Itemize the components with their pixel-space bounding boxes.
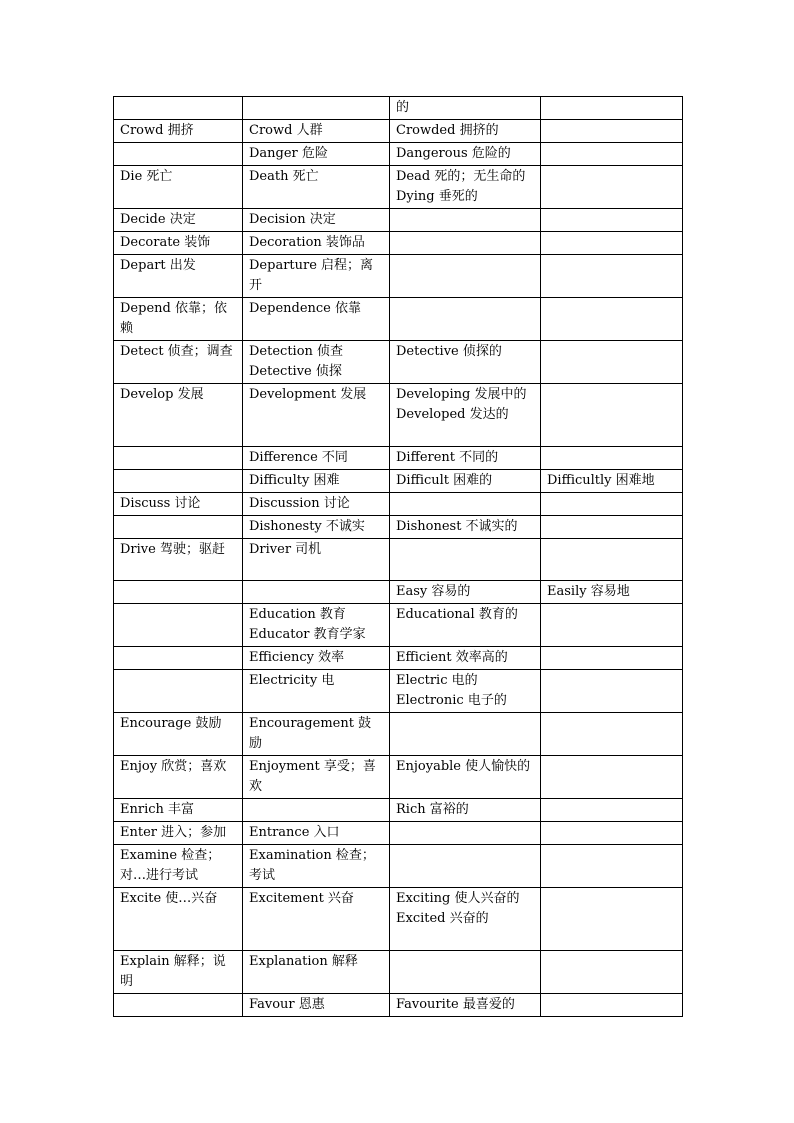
cell-noun <box>243 516 390 539</box>
cell-noun <box>243 209 390 232</box>
cell-adjective <box>390 539 541 581</box>
cell-text: Death 死亡 <box>249 169 319 184</box>
cell-adjective <box>390 232 541 255</box>
cell-text: Examination 检查；考试 <box>249 848 375 883</box>
cell-text: Crowded 拥挤的 <box>396 123 499 138</box>
cell-adjective <box>390 647 541 670</box>
table-row <box>114 447 683 470</box>
table-row <box>114 647 683 670</box>
cell-adjective <box>390 493 541 516</box>
cell-adjective <box>390 166 541 209</box>
cell-adjective <box>390 581 541 604</box>
cell-text: Developing 发展中的 <box>396 387 527 402</box>
table-row <box>114 845 683 888</box>
table-row <box>114 516 683 539</box>
cell-text: Excitement 兴奋 <box>249 891 354 906</box>
cell-verb <box>114 647 243 670</box>
table-row <box>114 232 683 255</box>
cell-text: Decide 决定 <box>120 212 196 227</box>
cell-text: Excited 兴奋的 <box>396 911 489 926</box>
cell-adjective <box>390 341 541 384</box>
cell-verb <box>114 581 243 604</box>
cell-adverb <box>541 493 683 516</box>
cell-text: Enter 进入；参加 <box>120 825 227 840</box>
cell-text: Detect 侦查；调查 <box>120 344 233 359</box>
table-row <box>114 951 683 994</box>
cell-text: Dishonest 不诚实的 <box>396 519 518 534</box>
cell-adverb <box>541 516 683 539</box>
cell-verb <box>114 994 243 1017</box>
cell-adjective <box>390 994 541 1017</box>
cell-adjective <box>390 822 541 845</box>
cell-adjective <box>390 97 541 120</box>
cell-verb <box>114 756 243 799</box>
cell-adverb <box>541 120 683 143</box>
cell-adjective <box>390 209 541 232</box>
cell-adjective <box>390 298 541 341</box>
cell-noun <box>243 756 390 799</box>
cell-text: 的 <box>396 100 410 115</box>
cell-verb <box>114 447 243 470</box>
table-row <box>114 581 683 604</box>
cell-noun <box>243 647 390 670</box>
table-row <box>114 670 683 713</box>
cell-noun <box>243 447 390 470</box>
cell-adverb <box>541 232 683 255</box>
cell-noun <box>243 888 390 951</box>
cell-adverb <box>541 470 683 493</box>
cell-text: Discuss 讨论 <box>120 496 201 511</box>
cell-adverb <box>541 166 683 209</box>
cell-text: Electronic 电子的 <box>396 693 507 708</box>
cell-verb <box>114 120 243 143</box>
cell-text: Rich 富裕的 <box>396 802 469 817</box>
cell-noun <box>243 384 390 447</box>
cell-noun <box>243 166 390 209</box>
cell-noun <box>243 799 390 822</box>
table-row <box>114 799 683 822</box>
cell-text: Depend 依靠；依赖 <box>120 301 227 336</box>
cell-adverb <box>541 447 683 470</box>
cell-noun <box>243 298 390 341</box>
cell-verb <box>114 384 243 447</box>
cell-noun <box>243 120 390 143</box>
cell-adverb <box>541 713 683 756</box>
cell-verb <box>114 539 243 581</box>
cell-verb <box>114 713 243 756</box>
cell-adverb <box>541 888 683 951</box>
cell-text: Detective 侦探的 <box>396 344 502 359</box>
cell-text: Enrich 丰富 <box>120 802 195 817</box>
cell-text: Detection 侦查 <box>249 344 344 359</box>
cell-verb <box>114 670 243 713</box>
table-row <box>114 756 683 799</box>
cell-verb <box>114 143 243 166</box>
cell-adjective <box>390 756 541 799</box>
table-row <box>114 143 683 166</box>
cell-text: Encouragement 鼓励 <box>249 716 372 751</box>
table-row <box>114 298 683 341</box>
table-row <box>114 384 683 447</box>
cell-text: Efficiency 效率 <box>249 650 345 665</box>
cell-noun <box>243 493 390 516</box>
cell-text: Driver 司机 <box>249 542 322 557</box>
table-row <box>114 713 683 756</box>
table-row <box>114 822 683 845</box>
cell-adverb <box>541 822 683 845</box>
cell-adverb <box>541 994 683 1017</box>
cell-adverb <box>541 384 683 447</box>
cell-text: Dying 垂死的 <box>396 189 478 204</box>
cell-verb <box>114 951 243 994</box>
cell-verb <box>114 341 243 384</box>
cell-noun <box>243 97 390 120</box>
table-row <box>114 539 683 581</box>
cell-text: Develop 发展 <box>120 387 204 402</box>
cell-verb <box>114 232 243 255</box>
cell-noun <box>243 581 390 604</box>
cell-text: Enjoyable 使人愉快的 <box>396 759 531 774</box>
table-row <box>114 888 683 951</box>
cell-verb <box>114 209 243 232</box>
cell-verb <box>114 97 243 120</box>
cell-adjective <box>390 255 541 298</box>
cell-adverb <box>541 951 683 994</box>
cell-text: Exciting 使人兴奋的 <box>396 891 520 906</box>
cell-adjective <box>390 670 541 713</box>
cell-noun <box>243 845 390 888</box>
cell-verb <box>114 845 243 888</box>
cell-adverb <box>541 604 683 647</box>
cell-adverb <box>541 756 683 799</box>
cell-text: Electric 电的 <box>396 673 478 688</box>
cell-text: Entrance 入口 <box>249 825 340 840</box>
table-row <box>114 97 683 120</box>
cell-text: Enjoyment 享受；喜欢 <box>249 759 376 794</box>
cell-adverb <box>541 845 683 888</box>
cell-text: Crowd 人群 <box>249 123 323 138</box>
cell-text: Difficult 困难的 <box>396 473 493 488</box>
cell-text: Dishonesty 不诚实 <box>249 519 365 534</box>
cell-noun <box>243 470 390 493</box>
cell-adverb <box>541 539 683 581</box>
cell-text: Drive 驾驶；驱赶 <box>120 542 225 557</box>
cell-noun <box>243 713 390 756</box>
cell-text: Favourite 最喜爱的 <box>396 997 515 1012</box>
cell-adverb <box>541 647 683 670</box>
cell-verb <box>114 604 243 647</box>
cell-adjective <box>390 447 541 470</box>
table-row <box>114 604 683 647</box>
table-row <box>114 255 683 298</box>
cell-adjective <box>390 604 541 647</box>
cell-adverb <box>541 143 683 166</box>
cell-adverb <box>541 581 683 604</box>
cell-noun <box>243 951 390 994</box>
cell-text: Different 不同的 <box>396 450 499 465</box>
cell-verb <box>114 166 243 209</box>
cell-noun <box>243 232 390 255</box>
cell-adverb <box>541 97 683 120</box>
cell-adjective <box>390 845 541 888</box>
cell-text: Crowd 拥挤 <box>120 123 194 138</box>
cell-adjective <box>390 951 541 994</box>
cell-text: Examine 检查；对…进行考试 <box>120 848 221 883</box>
cell-text: Danger 危险 <box>249 146 328 161</box>
cell-adverb <box>541 799 683 822</box>
vocabulary-table-body <box>114 97 683 1017</box>
cell-verb <box>114 470 243 493</box>
cell-adverb <box>541 341 683 384</box>
cell-noun <box>243 670 390 713</box>
cell-text: Electricity 电 <box>249 673 335 688</box>
cell-text: Educational 教育的 <box>396 607 518 622</box>
cell-text: Favour 恩惠 <box>249 997 325 1012</box>
cell-text: Explain 解释；说明 <box>120 954 226 989</box>
cell-adjective <box>390 516 541 539</box>
cell-adjective <box>390 888 541 951</box>
cell-text: Easily 容易地 <box>547 584 630 599</box>
cell-text: Difficultly 困难地 <box>547 473 655 488</box>
cell-noun <box>243 255 390 298</box>
cell-adjective <box>390 799 541 822</box>
cell-verb <box>114 888 243 951</box>
table-row <box>114 120 683 143</box>
cell-text: Dangerous 危险的 <box>396 146 511 161</box>
cell-text: Easy 容易的 <box>396 584 471 599</box>
table-row <box>114 994 683 1017</box>
cell-text: Dead 死的；无生命的 <box>396 169 526 184</box>
cell-noun <box>243 539 390 581</box>
cell-adverb <box>541 255 683 298</box>
cell-noun <box>243 822 390 845</box>
cell-verb <box>114 799 243 822</box>
cell-adverb <box>541 209 683 232</box>
cell-text: Detective 侦探 <box>249 364 342 379</box>
cell-text: Educator 教育学家 <box>249 627 366 642</box>
cell-verb <box>114 255 243 298</box>
cell-text: Die 死亡 <box>120 169 173 184</box>
cell-text: Development 发展 <box>249 387 367 402</box>
table-row <box>114 166 683 209</box>
cell-noun <box>243 341 390 384</box>
cell-text: Decision 决定 <box>249 212 336 227</box>
cell-text: Developed 发达的 <box>396 407 509 422</box>
cell-verb <box>114 822 243 845</box>
cell-text: Explanation 解释 <box>249 954 358 969</box>
table-row <box>114 470 683 493</box>
cell-verb <box>114 516 243 539</box>
table-row <box>114 493 683 516</box>
cell-text: Enjoy 欣赏；喜欢 <box>120 759 227 774</box>
cell-adjective <box>390 143 541 166</box>
cell-text: Decoration 装饰品 <box>249 235 365 250</box>
cell-adjective <box>390 384 541 447</box>
cell-text: Difficulty 困难 <box>249 473 340 488</box>
cell-noun <box>243 604 390 647</box>
cell-text: Dependence 依靠 <box>249 301 361 316</box>
cell-noun <box>243 143 390 166</box>
cell-text: Education 教育 <box>249 607 346 622</box>
cell-adverb <box>541 298 683 341</box>
cell-text: Difference 不同 <box>249 450 348 465</box>
cell-text: Depart 出发 <box>120 258 196 273</box>
cell-text: Efficient 效率高的 <box>396 650 508 665</box>
cell-adverb <box>541 670 683 713</box>
cell-text: Departure 启程；离开 <box>249 258 374 293</box>
cell-text: Decorate 装饰 <box>120 235 211 250</box>
cell-adjective <box>390 713 541 756</box>
cell-text: Excite 使…兴奋 <box>120 891 218 906</box>
cell-text: Discussion 讨论 <box>249 496 350 511</box>
cell-noun <box>243 994 390 1017</box>
cell-text: Encourage 鼓励 <box>120 716 222 731</box>
cell-verb <box>114 493 243 516</box>
cell-adjective <box>390 120 541 143</box>
cell-verb <box>114 298 243 341</box>
table-row <box>114 209 683 232</box>
vocabulary-table <box>113 96 683 1017</box>
cell-adjective <box>390 470 541 493</box>
table-row <box>114 341 683 384</box>
